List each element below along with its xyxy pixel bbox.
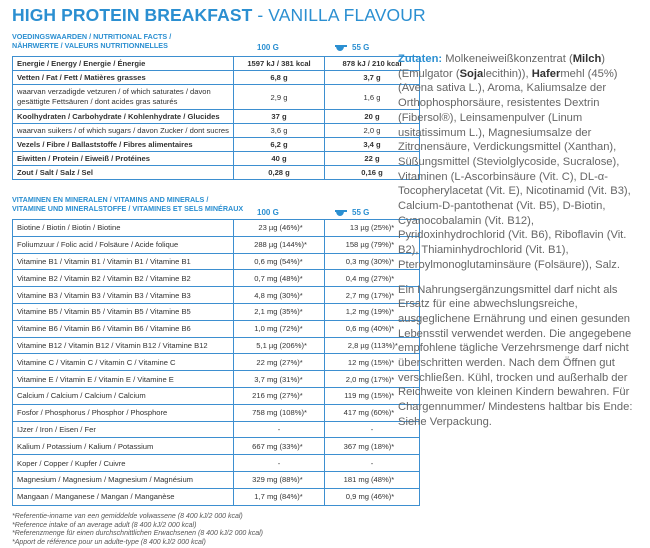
value-100g — [234, 320, 325, 337]
allergen: Milch — [572, 53, 602, 65]
ri-percent-100g: (27%)* — [279, 357, 303, 367]
nutrient-label: Zout / Salt / Salz / Sel — [13, 166, 234, 180]
amount-55g: 158 µg — [345, 240, 369, 250]
nutrition-row — [13, 166, 420, 180]
value-100g — [234, 303, 325, 320]
value-55g: 3,4 g — [325, 138, 420, 152]
vitamin-label: Vitamine B12 / Vitamin B12 / Vitamin B12 / Vitamine B12 — [13, 337, 234, 354]
ingredients-text — [398, 52, 644, 273]
value-55g — [325, 455, 420, 472]
value-100g — [234, 387, 325, 404]
ri-percent-55g: (18%)* — [371, 441, 395, 451]
amount-100g: 5,1 µg — [256, 340, 278, 350]
amount-55g: 0,4 mg — [345, 273, 369, 283]
ri-percent-55g: (27%)* — [371, 273, 395, 283]
vitamin-label: Vitamine B6 / Vitamin B6 / Vitamin B6 / Vitamine B6 — [13, 320, 234, 337]
vitamins-col-55g-label: 55 G — [352, 208, 370, 217]
vitamin-label: Kalium / Potassium / Kalium / Potassium — [13, 438, 234, 455]
vitamin-row — [13, 303, 420, 320]
vitamins-col-100g: 100 G — [257, 208, 279, 217]
ri-percent-100g: (48%)* — [279, 273, 303, 283]
value-55g — [325, 471, 420, 488]
value-100g — [234, 404, 325, 421]
ri-percent-55g: (46%)* — [371, 492, 395, 502]
nutrition-section-title — [12, 33, 171, 50]
amount-55g: 1,2 mg — [345, 307, 369, 317]
amount-55g: 12 mg — [347, 357, 369, 367]
value-100g: 3,6 g — [234, 124, 325, 138]
nutrient-label: waarvan verzadigde vetzuren / of which saturates / davon gesättigte Fettsäuren / dont acides gras saturés — [13, 85, 234, 110]
nutrient-label: Energie / Energy / Energie / Énergie — [13, 57, 234, 71]
page-title — [12, 5, 426, 26]
amount-100g: 3,7 mg — [254, 374, 278, 384]
amount-100g: 758 mg — [252, 408, 278, 418]
value-100g — [234, 488, 325, 505]
vitamin-label: Calcium / Calcium / Calcium / Calcium — [13, 387, 234, 404]
value-100g: 1597 kJ / 381 kcal — [234, 57, 325, 71]
footnote-line: *Referenzmenge für einen durchschnittlichen Erwachsenen (8 400 kJ/2 000 kcal) — [12, 530, 263, 538]
vitamin-label: Koper / Copper / Kupfer / Cuivre — [13, 455, 234, 472]
allergen: Hafer — [531, 67, 561, 80]
value-100g: 40 g — [234, 152, 325, 166]
vitamin-row — [13, 220, 420, 237]
vitamin-row — [13, 455, 420, 472]
vitamin-label: Vitamine B1 / Vitamin B1 / Vitamin B1 / Vitamine B1 — [13, 253, 234, 270]
scoop-icon — [335, 210, 347, 216]
ri-percent-55g: (113%)* — [371, 340, 398, 350]
value-55g: 22 g — [325, 152, 420, 166]
notice-text: Ein Nahrungsergänzungsmittel darf nicht als Ersatz für eine abwechslungsreiche, ausgeglichene Ernährung und einen gesunden Lebensstil verwendet werden. Die angegebene empfohlene tägliche Verzehrsmenge darf nicht überschritten werden. Nach dem Öffnen gut verschließen. Kühl, trocken und außerhalb der Reichweite von kleinen Kindern bewahren. Für Chargennummer/ Mindestens haltbar bis Ende: Siehe Verpackung. — [398, 283, 633, 428]
vitamin-label: Magnesium / Magnesium / Magnesium / Magnésium — [13, 471, 234, 488]
value-100g: 2,9 g — [234, 85, 325, 110]
footnote-line: *Reference intake of an average adult (8 400 kJ/2 000 kcal) — [12, 521, 197, 529]
title-main: HIGH PROTEIN BREAKFAST — [12, 5, 253, 25]
value-55g: 0,16 g — [325, 166, 420, 180]
ri-percent-55g: (17%)* — [371, 290, 395, 300]
ingredient-text: Molkeneiweißkonzentrat ( — [442, 53, 573, 65]
vitamin-label: Vitamine C / Vitamin C / Vitamin C / Vitamine C — [13, 354, 234, 371]
amount-100g: 288 µg — [254, 240, 278, 250]
amount-55g: 2,8 µg — [347, 340, 369, 350]
ri-percent-100g: (54%)* — [279, 256, 303, 266]
amount-55g: 417 mg — [343, 408, 369, 418]
vitamin-row — [13, 438, 420, 455]
amount-100g: 329 mg — [252, 475, 278, 485]
nutrition-table — [12, 56, 420, 180]
vitamin-label: Vitamine B3 / Vitamin B3 / Vitamin B3 / Vitamine B3 — [13, 287, 234, 304]
value-100g — [234, 287, 325, 304]
value-100g — [234, 337, 325, 354]
amount-55g: 13 µg — [349, 223, 369, 233]
amount-55g: 0,6 mg — [345, 324, 369, 334]
ri-percent-100g: (206%)* — [279, 340, 307, 350]
vitamin-label: IJzer / Iron / Eisen / Fer — [13, 421, 234, 438]
vitamin-label: Vitamine E / Vitamin E / Vitamin E / Vitamine E — [13, 371, 234, 388]
vitamins-table — [12, 219, 420, 506]
amount-100g: 2,1 mg — [254, 307, 278, 317]
value-55g: 1,6 g — [325, 85, 420, 110]
allergen: Soja — [459, 67, 484, 80]
ri-percent-55g: (15%)* — [371, 357, 395, 367]
ri-percent-100g: (35%)* — [279, 307, 303, 317]
ri-percent-55g: (19%)* — [371, 307, 395, 317]
ri-percent-100g: (108%)* — [279, 408, 307, 418]
vitamin-label: Fosfor / Phosphorus / Phosphor / Phosphore — [13, 404, 234, 421]
nutrition-col-55g — [335, 43, 369, 52]
vitamin-row — [13, 371, 420, 388]
value-55g: 3,7 g — [325, 71, 420, 85]
amount-100g: - — [277, 424, 281, 434]
amount-100g: 1,7 mg — [254, 492, 278, 502]
vitamin-row — [13, 404, 420, 421]
value-100g — [234, 270, 325, 287]
vitamin-row — [13, 471, 420, 488]
value-55g: 878 kJ / 210 kcal — [325, 57, 420, 71]
ingredient-text: ) (Emulgator ( — [398, 53, 606, 80]
ri-percent-55g: (30%)* — [371, 256, 395, 266]
vitamins-section-title — [12, 196, 243, 213]
nutrition-row — [13, 124, 420, 138]
ri-percent-55g: (40%)* — [371, 324, 395, 334]
amount-100g: 0,7 mg — [254, 273, 278, 283]
amount-55g: 2,0 mg — [345, 374, 369, 384]
vitamins-title-line-1: VITAMINEN EN MINERALEN / VITAMINS AND MINERALS / — [12, 195, 209, 204]
value-100g — [234, 371, 325, 388]
amount-55g: 367 mg — [343, 441, 369, 451]
value-55g: 20 g — [325, 110, 420, 124]
vitamin-row — [13, 270, 420, 287]
value-100g: 37 g — [234, 110, 325, 124]
amount-100g: 216 mg — [252, 391, 278, 401]
nutrition-title-line-2: NÄHRWERTE / VALEURS NUTRITIONNELLES — [12, 40, 168, 50]
amount-55g: 181 mg — [343, 475, 369, 485]
title-separator: - — [252, 5, 269, 25]
footnotes — [12, 513, 263, 547]
nutrition-row — [13, 71, 420, 85]
value-100g — [234, 438, 325, 455]
vitamin-row — [13, 320, 420, 337]
value-55g — [325, 488, 420, 505]
nutrient-label: waarvan suikers / of which sugars / davon Zucker / dont sucres — [13, 124, 234, 138]
nutrient-label: Vetten / Fat / Fett / Matières grasses — [13, 71, 234, 85]
amount-100g: 1,0 mg — [254, 324, 278, 334]
value-55g: 2,0 g — [325, 124, 420, 138]
nutrition-row — [13, 85, 420, 110]
value-100g: 0,28 g — [234, 166, 325, 180]
amount-55g: - — [370, 458, 374, 468]
amount-100g: - — [277, 458, 281, 468]
ri-percent-100g: (30%)* — [279, 290, 303, 300]
nutrition-row — [13, 152, 420, 166]
nutrition-row — [13, 138, 420, 152]
value-100g: 6,8 g — [234, 71, 325, 85]
value-100g — [234, 471, 325, 488]
nutrition-col-55g-label: 55 G — [352, 43, 370, 52]
vitamin-row — [13, 421, 420, 438]
nutrient-label: Eiwitten / Protein / Eiweiß / Protéines — [13, 152, 234, 166]
ingredient-text: lecithin)), — [483, 67, 532, 80]
vitamin-label: Biotine / Biotin / Biotin / Biotine — [13, 220, 234, 237]
vitamin-row — [13, 236, 420, 253]
vitamin-label: Mangaan / Manganese / Mangan / Manganèse — [13, 488, 234, 505]
ri-percent-100g: (31%)* — [279, 374, 303, 384]
ri-percent-100g: (46%)* — [279, 223, 303, 233]
vitamin-label: Vitamine B2 / Vitamin B2 / Vitamin B2 / Vitamine B2 — [13, 270, 234, 287]
value-100g — [234, 236, 325, 253]
nutrition-row — [13, 57, 420, 71]
ri-percent-55g: (79%)* — [371, 240, 395, 250]
amount-100g: 23 µg — [258, 223, 278, 233]
ri-percent-55g: (25%)* — [371, 223, 395, 233]
amount-100g: 22 mg — [256, 357, 278, 367]
scoop-icon — [335, 45, 347, 51]
ri-percent-55g: (60%)* — [371, 408, 395, 418]
title-flavour: VANILLA FLAVOUR — [268, 5, 426, 25]
vitamin-label: Vitamine B5 / Vitamin B5 / Vitamin B5 / Vitamine B5 — [13, 303, 234, 320]
ingredient-text: mehl (45%) (Avena sativa L.), Aroma, Kaliumsalze der Orthophosphorsäure, resistentes Dextrin (Fibersol®), Leinsamenpulver (Linum usitatissimum L.), Magnesiumsalze der Zitronensäure, Verdickungsmittel (Xanthan), Süßungsmittel (Steviolglycoside, Sucralose), Vitaminen (L-Ascorbinsäure (Vit. C), DL-α-Tocopherylacetat (Vit. E), Nicotinamid (Vit. B3), Calcium-D-pantothenat (Vit. B5), D-Biotin, Cyanocobalamin (Vit. B12), Pyridoxinhydrochlorid (Vit. B6), Riboflavin (Vit. B2), Thiaminhydrochlorid (Vit. B1), Pteroylmonoglutaminsäure (Folsäure)), Salz. — [398, 67, 631, 271]
nutrient-label: Vezels / Fibre / Ballaststoffe / Fibres alimentaires — [13, 138, 234, 152]
ri-percent-100g: (27%)* — [279, 391, 303, 401]
footnote-line: *Referentie-inname van een gemiddelde volwassene (8 400 kJ/2 000 kcal) — [12, 513, 243, 520]
footnote-line: *Apport de référence pour un adulte-type (8 400 kJ/2 000 kcal) — [12, 538, 206, 546]
value-100g — [234, 421, 325, 438]
ri-percent-100g: (33%)* — [279, 441, 303, 451]
vitamin-label: Foliumzuur / Folic acid / Folsäure / Acide folique — [13, 236, 234, 253]
ri-percent-100g: (88%)* — [279, 475, 303, 485]
value-100g — [234, 455, 325, 472]
value-100g: 6,2 g — [234, 138, 325, 152]
ri-percent-100g: (84%)* — [279, 492, 303, 502]
nutrition-row — [13, 110, 420, 124]
ri-percent-100g: (72%)* — [279, 324, 303, 334]
ri-percent-55g: (48%)* — [371, 475, 395, 485]
value-100g — [234, 253, 325, 270]
vitamin-row — [13, 354, 420, 371]
vitamin-row — [13, 488, 420, 505]
value-100g — [234, 354, 325, 371]
amount-100g: 4,8 mg — [254, 290, 278, 300]
vitamins-col-55g — [335, 208, 369, 217]
nutrition-col-100g: 100 G — [257, 43, 279, 52]
amount-100g: 667 mg — [252, 441, 278, 451]
nutrition-title-line-1: VOEDINGSWAARDEN / NUTRITIONAL FACTS / — [12, 32, 172, 41]
vitamin-row — [13, 253, 420, 270]
vitamins-title-line-2: VITAMINE UND MINERALSTOFFE / VITAMINES ET SELS MINÉRAUX — [12, 203, 244, 213]
amount-55g: 0,9 mg — [345, 492, 369, 502]
amount-55g: 119 mg — [344, 391, 369, 401]
product-info-panel — [398, 52, 644, 430]
amount-55g: 0,3 mg — [345, 256, 369, 266]
vitamin-row — [13, 337, 420, 354]
amount-55g: - — [370, 424, 374, 434]
value-55g — [325, 438, 420, 455]
ri-percent-55g: (15%)* — [371, 391, 395, 401]
amount-100g: 0,6 mg — [254, 256, 278, 266]
ingredients-label: Zutaten: — [398, 53, 443, 65]
vitamin-row — [13, 387, 420, 404]
ri-percent-100g: (144%)* — [279, 240, 307, 250]
value-100g — [234, 220, 325, 237]
amount-55g: 2,7 mg — [345, 290, 369, 300]
ri-percent-55g: (17%)* — [371, 374, 395, 384]
nutrient-label: Koolhydraten / Carbohydrate / Kohlenhydrate / Glucides — [13, 110, 234, 124]
vitamin-row — [13, 287, 420, 304]
